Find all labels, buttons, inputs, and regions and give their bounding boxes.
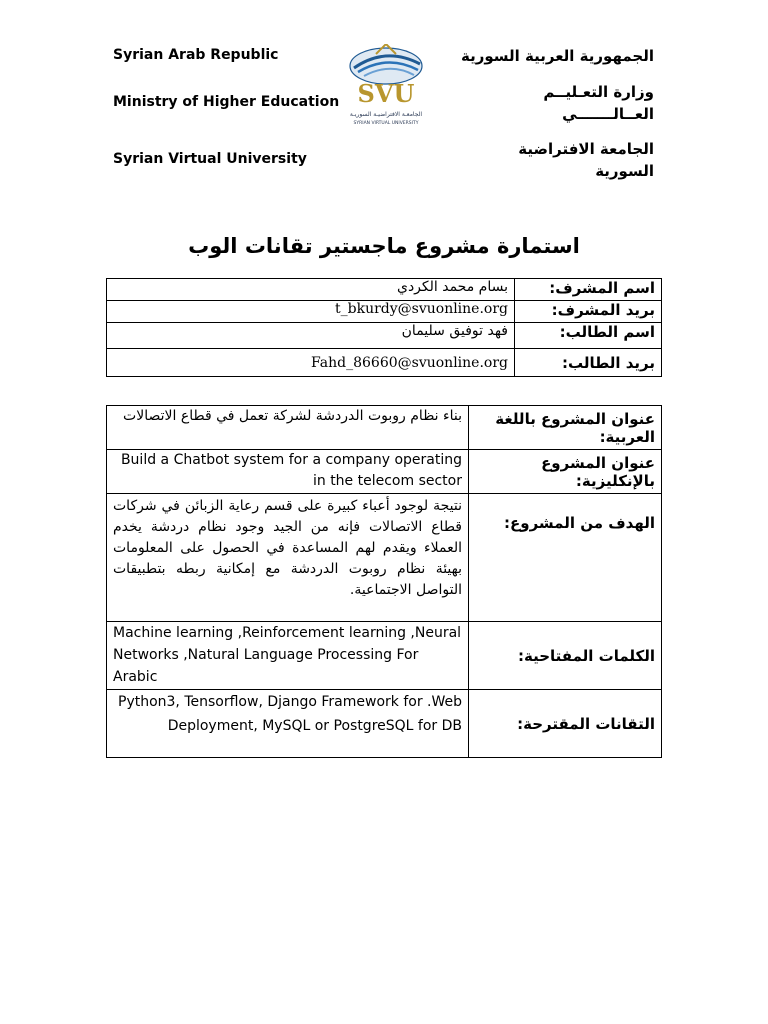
header-university-ar-line2: السورية: [595, 162, 654, 180]
table-row: [107, 279, 662, 301]
header-ministry-en: Ministry of Higher Education: [113, 94, 340, 110]
table-row: [107, 622, 662, 690]
table-row: [107, 450, 662, 494]
student-email-value: Fahd_86660@svuonline.org: [107, 349, 515, 377]
table-row: [107, 494, 662, 622]
project-title-ar-label: عنوان المشروع باللغة العربية:: [469, 406, 662, 450]
info-table: [106, 278, 662, 377]
header-ministry-ar: [543, 81, 654, 125]
supervisor-email-label: بريد المشرف:: [515, 301, 662, 323]
student-name-label: اسم الطالب:: [515, 323, 662, 349]
supervisor-email-value: t_bkurdy@svuonline.org: [107, 301, 515, 323]
project-table: [106, 405, 662, 758]
project-title-en-value: Build a Chatbot system for a company operating in the telecom sector: [107, 450, 469, 494]
student-name-value: فهد توفيق سليمان: [107, 323, 515, 349]
keywords-label: الكلمات المفتاحية:: [469, 622, 662, 690]
project-title-en-label: عنوان المشروع بالإنكليزية:: [469, 450, 662, 494]
table-row: [107, 349, 662, 377]
header-ministry-ar-line2: العــالـــــــي: [562, 105, 654, 123]
logo-subtitle-ar: الجامعـة الافتراضيـة السوريـة: [349, 111, 423, 118]
supervisor-name-label: اسم المشرف:: [515, 279, 662, 301]
table-row: [107, 690, 662, 758]
header-university-ar-line1: الجامعة الافتراضية: [518, 140, 654, 158]
project-goal-value: نتيجة لوجود أعباء كبيرة على قسم رعاية الزبائن في شركات قطاع الاتصالات فإنه من الجيد وجود نظام دردشة يخدم العملاء ويقدم لهم المساعدة في الحصول على المعلومات بهيئة نظام روبوت الدردشة مع إمكانية ربطه بتطبيقات التواصل الاجتماعية.: [107, 494, 469, 622]
table-row: [107, 323, 662, 349]
header-university-ar: [518, 138, 654, 182]
logo-subtitle-en: SYRIAN VIRTUAL UNIVERSITY: [353, 121, 419, 126]
project-goal-label: الهدف من المشروع:: [469, 494, 662, 622]
table-row: [107, 301, 662, 323]
svu-logo: [336, 44, 436, 128]
technologies-label: التقانات المقترحة:: [469, 690, 662, 758]
keywords-value: Machine learning ,Reinforcement learning ,Neural Networks ,Natural Language Processing For Arabic: [107, 622, 469, 690]
header-country-ar: الجمهورية العربية السورية: [461, 47, 654, 65]
project-title-ar-value: بناء نظام روبوت الدردشة لشركة تعمل في قطاع الاتصالات: [107, 406, 469, 450]
student-email-label: بريد الطالب:: [515, 349, 662, 377]
header-ministry-ar-line1: وزارة التعـليــم: [543, 83, 654, 101]
technologies-value: Python3, Tensorflow, Django Framework for .Web Deployment, MySQL or PostgreSQL for DB: [107, 690, 469, 758]
header-country-en: Syrian Arab Republic: [113, 47, 279, 63]
header-university-en: Syrian Virtual University: [113, 151, 307, 167]
table-row: [107, 406, 662, 450]
logo-text: SVU: [357, 79, 415, 108]
form-title: استمارة مشروع ماجستير تقانات الوب: [188, 234, 580, 258]
supervisor-name-value: بسام محمد الكردي: [107, 279, 515, 301]
